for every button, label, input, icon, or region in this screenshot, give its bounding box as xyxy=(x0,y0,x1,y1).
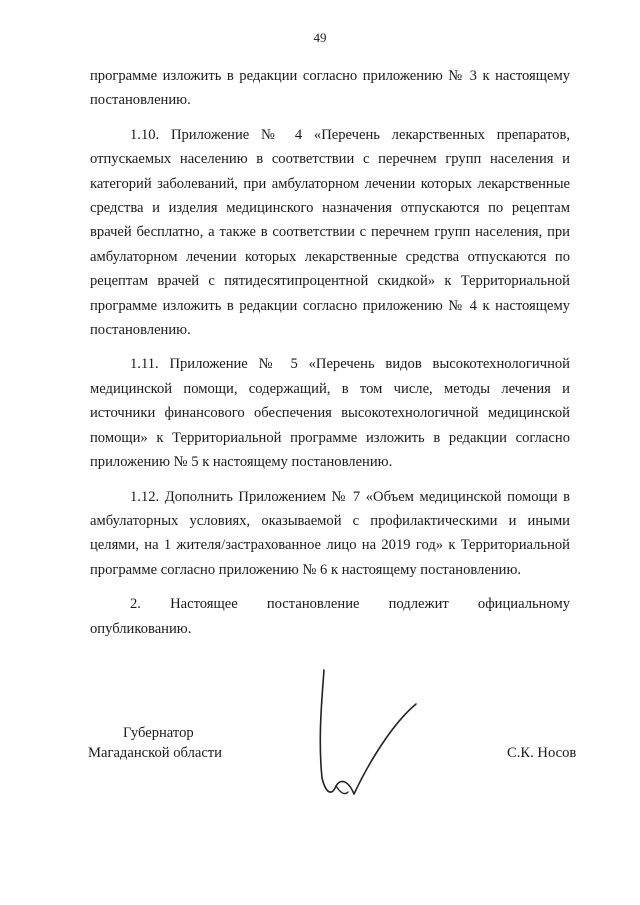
paragraph-1-11: 1.11. Приложение № 5 «Перечень видов высокотехнологичной медицинской помощи, содержащий, в том числе, методы лечения и источники финансового обеспечения высокотехнологичной медицинской помощи» к Территориальной программе изложить в редакции согласно приложению № 5 к настоящему постановлению. xyxy=(90,356,570,471)
paragraph-1-12: 1.12. Дополнить Приложением № 7 «Объем медицинской помощи в амбулаторных условиях, оказываемой с профилактическими и иными целями, на 1 жителя/застрахованное лицо на 2019 год» к Территориальной программе согласно приложению № 6 к настоящему постановлению. xyxy=(90,488,570,578)
signer-position: Губернатор xyxy=(123,725,194,741)
signer-region: Магаданской области xyxy=(88,745,222,761)
handwritten-signature xyxy=(310,668,430,808)
page-number: 49 xyxy=(313,30,327,45)
paragraph-continuation: программе изложить в редакции согласно приложению № 3 к настоящему постановлению. xyxy=(90,68,570,109)
paragraph-1-10: 1.10. Приложение № 4 «Перечень лекарственных препаратов, отпускаемых населению в соответствии с перечнем групп населения и категорий заболеваний, при амбулаторном лечении которых лекарственные средства и изделия медицинского назначения отпускаются по рецептам врачей бесплатно, а также в соответствии с перечнем групп населения, при амбулаторном лечении которых лекарственные средства отпускаются по рецептам врачей с пятидесятипроцентной скидкой» к Территориальной программе изложить в редакции согласно приложению № 4 к настоящему постановлению. xyxy=(90,126,570,339)
signer-name: С.К. Носов xyxy=(507,745,577,761)
paragraph-2: 2. Настоящее постановление подлежит официальному опубликованию. xyxy=(90,596,570,637)
document-body xyxy=(90,64,570,641)
signature-title xyxy=(88,723,222,763)
